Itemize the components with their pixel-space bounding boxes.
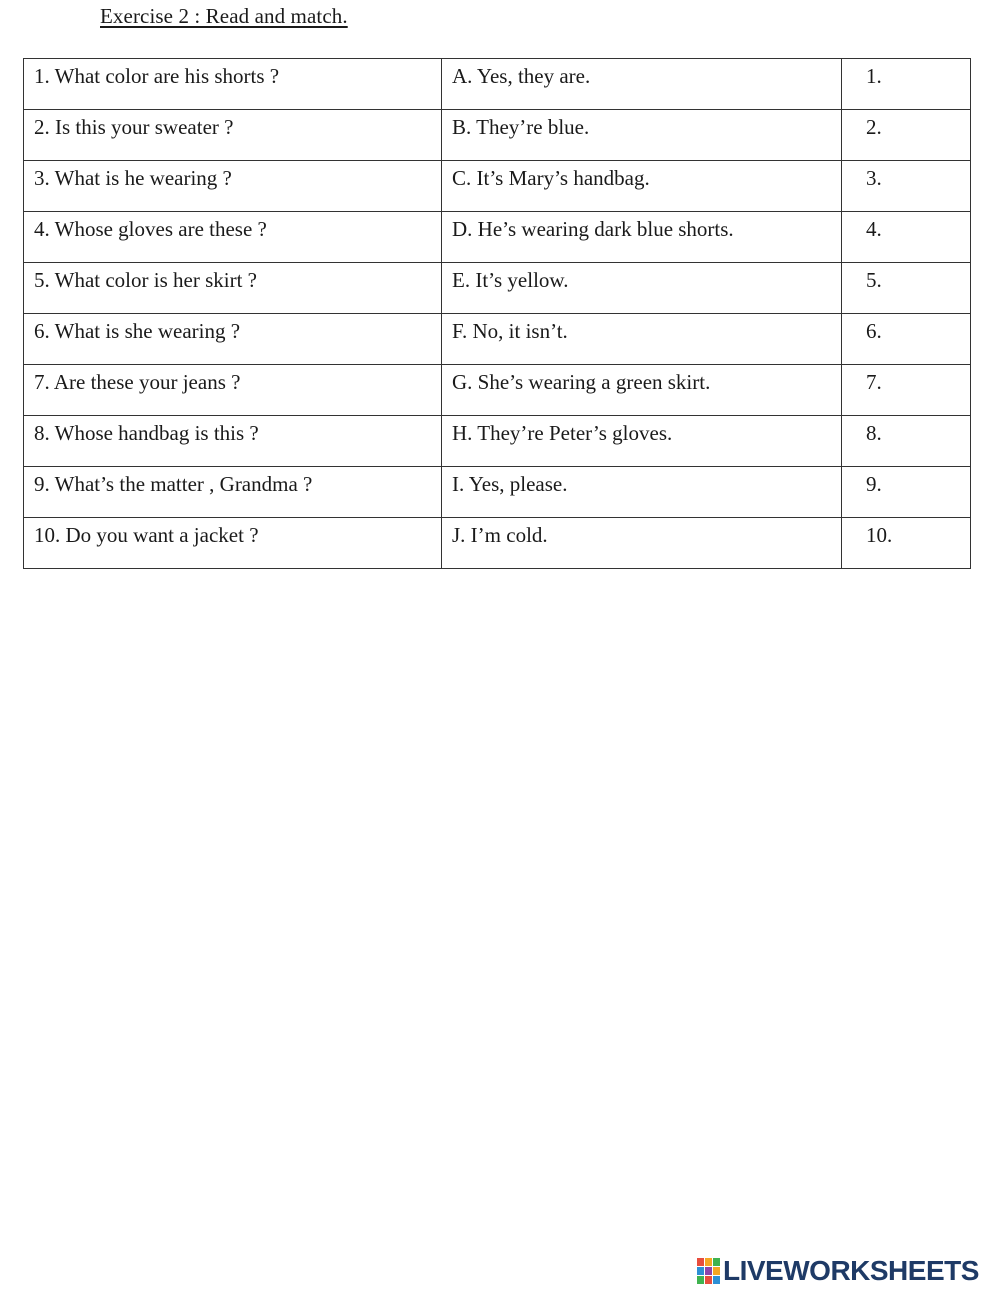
answer-cell: F. No, it isn’t. bbox=[442, 314, 842, 365]
number-cell: 3. bbox=[842, 161, 971, 212]
logo-square bbox=[697, 1258, 704, 1266]
question-cell: 3. What is he wearing ? bbox=[24, 161, 442, 212]
logo-text: LIVEWORKSHEETS bbox=[723, 1255, 979, 1286]
question-cell: 5. What color is her skirt ? bbox=[24, 263, 442, 314]
exercise-title: Exercise 2 : Read and match. bbox=[100, 4, 348, 28]
answer-cell: A. Yes, they are. bbox=[442, 59, 842, 110]
question-cell: 2. Is this your sweater ? bbox=[24, 110, 442, 161]
table-row bbox=[24, 59, 971, 110]
liveworksheets-logo-icon bbox=[697, 1258, 719, 1284]
number-cell: 10. bbox=[842, 518, 971, 569]
table-row bbox=[24, 263, 971, 314]
number-cell: 8. bbox=[842, 416, 971, 467]
answer-cell: E. It’s yellow. bbox=[442, 263, 842, 314]
answer-cell: I. Yes, please. bbox=[442, 467, 842, 518]
table-row bbox=[24, 212, 971, 263]
question-cell: 6. What is she wearing ? bbox=[24, 314, 442, 365]
answer-cell: G. She’s wearing a green skirt. bbox=[442, 365, 842, 416]
logo-square bbox=[713, 1267, 720, 1275]
table-row bbox=[24, 416, 971, 467]
number-cell: 7. bbox=[842, 365, 971, 416]
number-cell: 6. bbox=[842, 314, 971, 365]
number-cell: 1. bbox=[842, 59, 971, 110]
liveworksheets-logo bbox=[697, 1256, 979, 1286]
question-cell: 9. What’s the matter , Grandma ? bbox=[24, 467, 442, 518]
number-cell: 2. bbox=[842, 110, 971, 161]
match-table bbox=[23, 58, 971, 569]
answer-cell: H. They’re Peter’s gloves. bbox=[442, 416, 842, 467]
table-row bbox=[24, 365, 971, 416]
number-cell: 5. bbox=[842, 263, 971, 314]
answer-cell: C. It’s Mary’s handbag. bbox=[442, 161, 842, 212]
table-row bbox=[24, 518, 971, 569]
question-cell: 8. Whose handbag is this ? bbox=[24, 416, 442, 467]
logo-square bbox=[705, 1258, 712, 1266]
table-row bbox=[24, 110, 971, 161]
answer-cell: D. He’s wearing dark blue shorts. bbox=[442, 212, 842, 263]
logo-square bbox=[697, 1276, 704, 1284]
logo-square bbox=[713, 1276, 720, 1284]
answer-cell: J. I’m cold. bbox=[442, 518, 842, 569]
table-row bbox=[24, 314, 971, 365]
question-cell: 4. Whose gloves are these ? bbox=[24, 212, 442, 263]
number-cell: 4. bbox=[842, 212, 971, 263]
question-cell: 1. What color are his shorts ? bbox=[24, 59, 442, 110]
logo-square bbox=[705, 1267, 712, 1275]
table-row bbox=[24, 467, 971, 518]
table-row bbox=[24, 161, 971, 212]
answer-cell: B. They’re blue. bbox=[442, 110, 842, 161]
logo-square bbox=[705, 1276, 712, 1284]
logo-square bbox=[713, 1258, 720, 1266]
logo-square bbox=[697, 1267, 704, 1275]
number-cell: 9. bbox=[842, 467, 971, 518]
question-cell: 7. Are these your jeans ? bbox=[24, 365, 442, 416]
question-cell: 10. Do you want a jacket ? bbox=[24, 518, 442, 569]
